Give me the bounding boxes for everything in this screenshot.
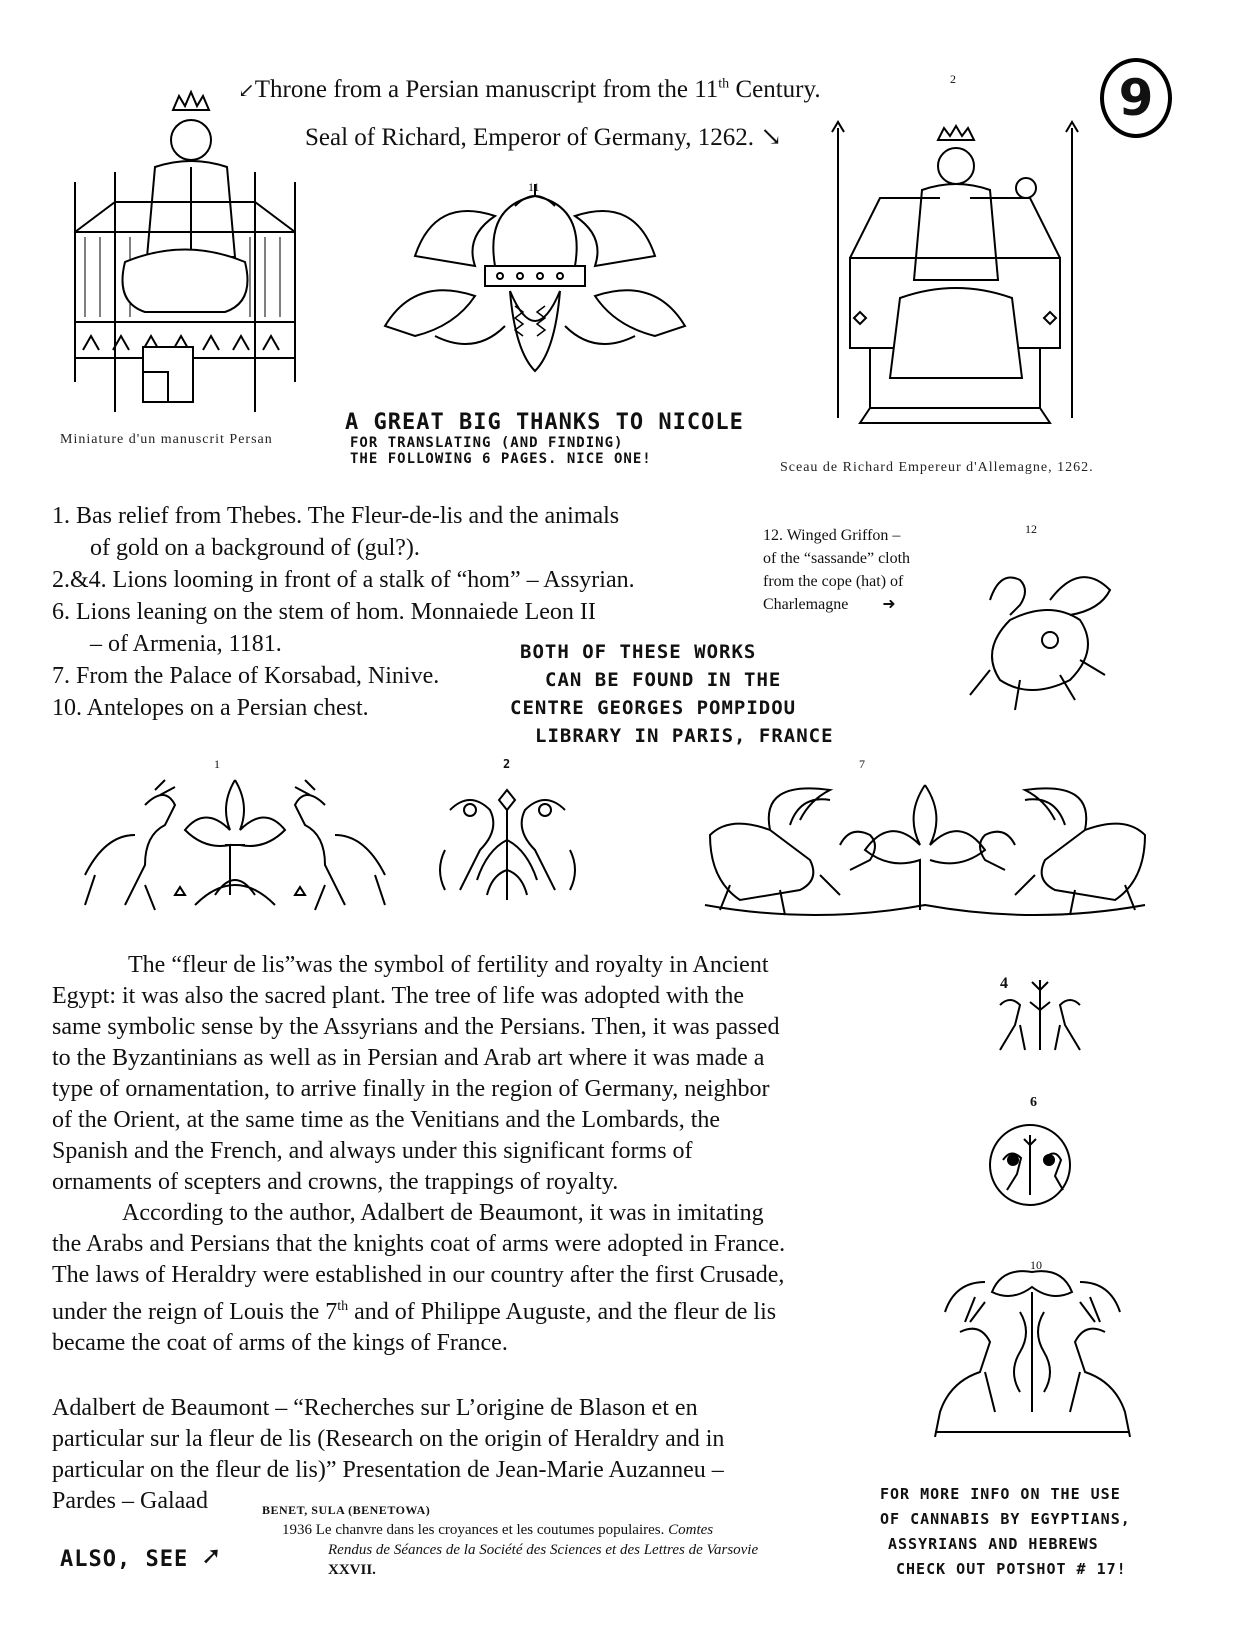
note-line: BOTH OF THESE WORKS bbox=[520, 641, 757, 663]
note-line: FOR MORE INFO ON THE USE bbox=[880, 1485, 1121, 1503]
arrow-icon: ↘ bbox=[760, 122, 782, 151]
assyrian-lions-stalk-illustration bbox=[430, 780, 585, 910]
paragraph-line: of the Orient, at the same time as the Venitians and the Lombards, the bbox=[52, 1107, 721, 1133]
list-item: 10. Antelopes on a Persian chest. bbox=[52, 695, 369, 721]
armenian-coin-illustration bbox=[985, 1120, 1075, 1210]
also-see-note: ALSO, SEE ➚ bbox=[60, 1540, 221, 1573]
note-line: LIBRARY IN PARIS, FRANCE bbox=[535, 725, 834, 747]
arrow-icon: ➚ bbox=[202, 1540, 221, 1573]
winged-griffon-illustration bbox=[950, 560, 1120, 715]
more-info-note bbox=[880, 1482, 1131, 1582]
paragraph-line: Spanish and the French, and always under this significant forms of bbox=[52, 1138, 693, 1164]
paragraph-line: According to the author, Adalbert de Beaumont, it was in imitating bbox=[122, 1200, 764, 1226]
citation-line: particular sur la fleur de lis (Research on the origin of Heraldry and in bbox=[52, 1426, 725, 1452]
list-item: 7. From the Palace of Korsabad, Ninive. bbox=[52, 663, 440, 689]
note-line: ASSYRIANS AND HEBREWS bbox=[888, 1535, 1099, 1553]
note-line: OF CANNABIS BY EGYPTIANS, bbox=[880, 1510, 1131, 1528]
paragraph-line: the Arabs and Persians that the knights coat of arms were adopted in France. bbox=[52, 1231, 786, 1257]
citation-line: Pardes – Galaad bbox=[52, 1488, 208, 1514]
citation-line: Adalbert de Beaumont – “Recherches sur L’origine de Blason et en bbox=[52, 1395, 698, 1421]
figure-number-12: 12 bbox=[1025, 522, 1037, 536]
seal-of-richard-illustration bbox=[830, 118, 1080, 428]
reference-author: BENET, SULA (BENETOWA) bbox=[262, 1503, 431, 1517]
list-item: 2.&4. Lions looming in front of a stalk of “hom” – Assyrian. bbox=[52, 567, 635, 593]
caption-persian-miniature: Miniature d'un manuscrit Persan bbox=[60, 432, 273, 447]
paragraph-line: The “fleur de lis”was the symbol of fertility and royalty in Ancient bbox=[128, 952, 769, 978]
note-line: CAN BE FOUND IN THE bbox=[545, 669, 782, 691]
figure-label-7: 7 bbox=[859, 757, 865, 771]
thebes-bas-relief-illustration bbox=[75, 775, 395, 915]
paragraph-line: type of ornamentation, to arrive finally in the region of Germany, neighbor bbox=[52, 1076, 770, 1102]
caption-line: Charlemagne ➜ bbox=[763, 596, 896, 613]
paragraph-line: The laws of Heraldry were established in our country after the first Crusade, bbox=[52, 1262, 785, 1288]
list-item: 1. Bas relief from Thebes. The Fleur-de-lis and the animals bbox=[52, 503, 620, 529]
figure-label-2: 2 bbox=[503, 757, 511, 771]
reference-line-3: XXVII. bbox=[328, 1562, 376, 1578]
figure-number-2-top: 2 bbox=[950, 72, 956, 86]
note-line: CENTRE GEORGES POMPIDOU bbox=[510, 697, 797, 719]
caption-line: 12. Winged Griffon – bbox=[763, 527, 901, 544]
paragraph-line: same symbolic sense by the Assyrians and the Persians. Then, it was passed bbox=[52, 1014, 780, 1040]
reference-line-2: Rendus de Séances de la Société des Sciences et des Lettres de Varsovie bbox=[328, 1542, 759, 1558]
paragraph-line: to the Byzantinians as well as in Persian and Arab art where it was made a bbox=[52, 1045, 765, 1071]
thanks-note-line: THE FOLLOWING 6 PAGES. NICE ONE! bbox=[350, 451, 652, 467]
header-line-2: Seal of Richard, Emperor of Germany, 1262. ↘ bbox=[305, 122, 782, 151]
header-line-1: ↙Throne from a Persian manuscript from the 11th Century. bbox=[238, 76, 821, 103]
list-item: – of Armenia, 1181. bbox=[90, 631, 282, 657]
citation-line: particular on the fleur de lis)” Presentation de Jean-Marie Auzanneu – bbox=[52, 1457, 724, 1483]
caption-seal-of-richard: Sceau de Richard Empereur d'Allemagne, 1262. bbox=[780, 460, 1094, 475]
caption-line: from the cope (hat) of bbox=[763, 573, 904, 590]
reference-line-1: 1936 Le chanvre dans les croyances et les coutumes populaires. Comtes bbox=[282, 1522, 714, 1538]
figure-label-1: 1 bbox=[214, 757, 220, 771]
crown-ornament-illustration bbox=[375, 176, 695, 391]
caption-line: of the “sassande” cloth bbox=[763, 550, 911, 567]
korsabad-winged-bulls-illustration bbox=[700, 775, 1155, 920]
persian-chest-antelopes-illustration bbox=[925, 1262, 1140, 1437]
figure-number-11: 11 bbox=[528, 180, 540, 194]
list-item: of gold on a background of (gul?). bbox=[90, 535, 420, 561]
thanks-note-line: FOR TRANSLATING (AND FINDING) bbox=[350, 435, 624, 451]
body-paragraph-1 bbox=[52, 950, 779, 1198]
paragraph-line: became the coat of arms of the kings of France. bbox=[52, 1330, 508, 1356]
persian-throne-illustration bbox=[55, 82, 310, 427]
figure-label-10: 10 bbox=[1030, 1258, 1042, 1272]
figure-label-6: 6 bbox=[1030, 1095, 1037, 1110]
body-paragraph-2 bbox=[52, 1198, 785, 1359]
page-number-badge bbox=[1100, 58, 1172, 138]
thanks-note-line: A GREAT BIG THANKS TO NICOLE bbox=[345, 410, 744, 435]
citation-block bbox=[52, 1393, 724, 1517]
thanks-note bbox=[345, 410, 744, 467]
paragraph-line: under the reign of Louis the 7th and of Philippe Auguste, and the fleur de lis bbox=[52, 1299, 777, 1325]
figure-label-4: 4 bbox=[1000, 975, 1008, 992]
paragraph-line: ornaments of scepters and crowns, the trappings of royalty. bbox=[52, 1169, 619, 1195]
arrow-icon: ➜ bbox=[882, 596, 896, 613]
arrow-icon: ↙ bbox=[238, 80, 255, 102]
note-line: CHECK OUT POTSHOT # 17! bbox=[896, 1560, 1127, 1578]
paragraph-line: Egypt: it was also the sacred plant. The tree of life was adopted with the bbox=[52, 983, 745, 1009]
both-works-note bbox=[510, 638, 834, 750]
lions-stalk-small-illustration bbox=[985, 975, 1095, 1055]
list-item: 6. Lions leaning on the stem of hom. Monnaiede Leon II bbox=[52, 599, 596, 625]
reference-entry bbox=[262, 1500, 758, 1580]
page-number: 9 bbox=[1118, 69, 1154, 127]
griffon-caption bbox=[763, 524, 910, 616]
